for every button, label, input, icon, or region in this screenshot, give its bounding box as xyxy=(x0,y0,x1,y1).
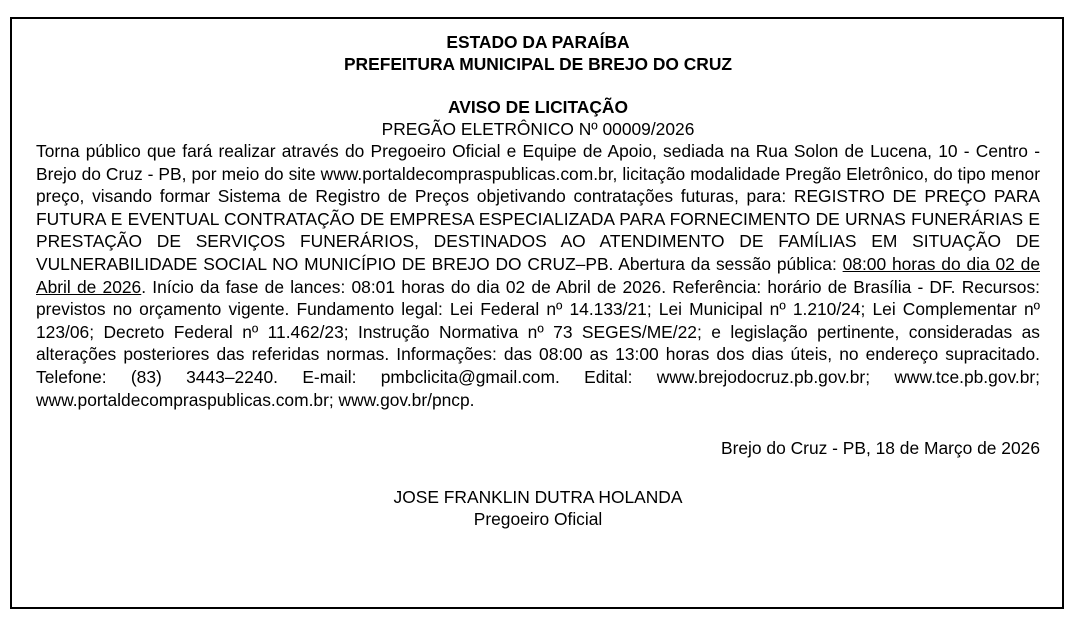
signer-role: Pregoeiro Oficial xyxy=(473,509,603,530)
notice-frame xyxy=(10,17,1064,609)
opening-datetime: 08:00 horas do dia 02 de Abril de 2026 xyxy=(36,253,1040,297)
notice-body-part1: Torna público que fará realizar através do Pregoeiro Oficial e Equipe de Apoio, sediada na Rua Solon de Lucena, 10 - Centro - Brejo do Cruz - PB, por meio do site www.portaldecompraspublicas.com.br, licitação modalidade Pregão Eletrônico, do tipo menor preço, visando formar Sistema de Registro de Preços objetivando contratações futuras, para: REGISTRO DE PREÇO PARA FUTURA E EVENTUAL CONTRATAÇÃO DE EMPRESA ESPECIALIZADA PARA FORNECIMENTO DE URNAS FUNERÁRIAS E PRESTAÇÃO DE SERVIÇOS FUNERÁRIOS, DESTINADOS AO ATENDIMENTO DE FAMÍLIAS EM SITUAÇÃO DE VULNERABILIDADE SOCIAL NO MUNICÍPIO DE BREJO DO CRUZ–PB. Abertura da sessão pública: xyxy=(36,141,1040,274)
signer-name: JOSE FRANKLIN DUTRA HOLANDA xyxy=(393,487,683,508)
notice-subtitle: PREGÃO ELETRÔNICO Nº 00009/2026 xyxy=(381,119,695,139)
state-heading: ESTADO DA PARAÍBA xyxy=(446,32,630,52)
notice-body-part2: . Início da fase de lances: 08:01 horas do dia 02 de Abril de 2026. Referência: horário de Brasília - DF. Recursos: previstos no orçamento vigente. Fundamento legal: Lei Federal nº 14.133/21; Lei Municipal nº 1.210/24; Lei Complementar nº 123/06; Decreto Federal nº 11.462/23; Instrução Normativa nº 73 SEGES/ME/22; e legislação pertinente, consideradas as alterações posteriores das referidas normas. Informações: das 08:00 as 13:00 horas dos dias úteis, no endereço supracitado. Telefone: (83) 3443–2240. E-mail: pmbclicita@gmail.com. Edital: www.brejodocruz.pb.gov.br; www.tce.pb.gov.br; www.portaldecompraspublicas.com.br; www.gov.br/pncp. xyxy=(36,276,1040,410)
notice-title: AVISO DE LICITAÇÃO xyxy=(447,97,629,117)
notice-content xyxy=(36,31,1040,530)
heading-spacer xyxy=(36,75,1040,96)
place-date: Brejo do Cruz - PB, 18 de Março de 2026 xyxy=(720,438,1040,459)
notice-body xyxy=(36,140,1040,411)
municipality-heading: PREFEITURA MUNICIPAL DE BREJO DO CRUZ xyxy=(343,54,733,74)
